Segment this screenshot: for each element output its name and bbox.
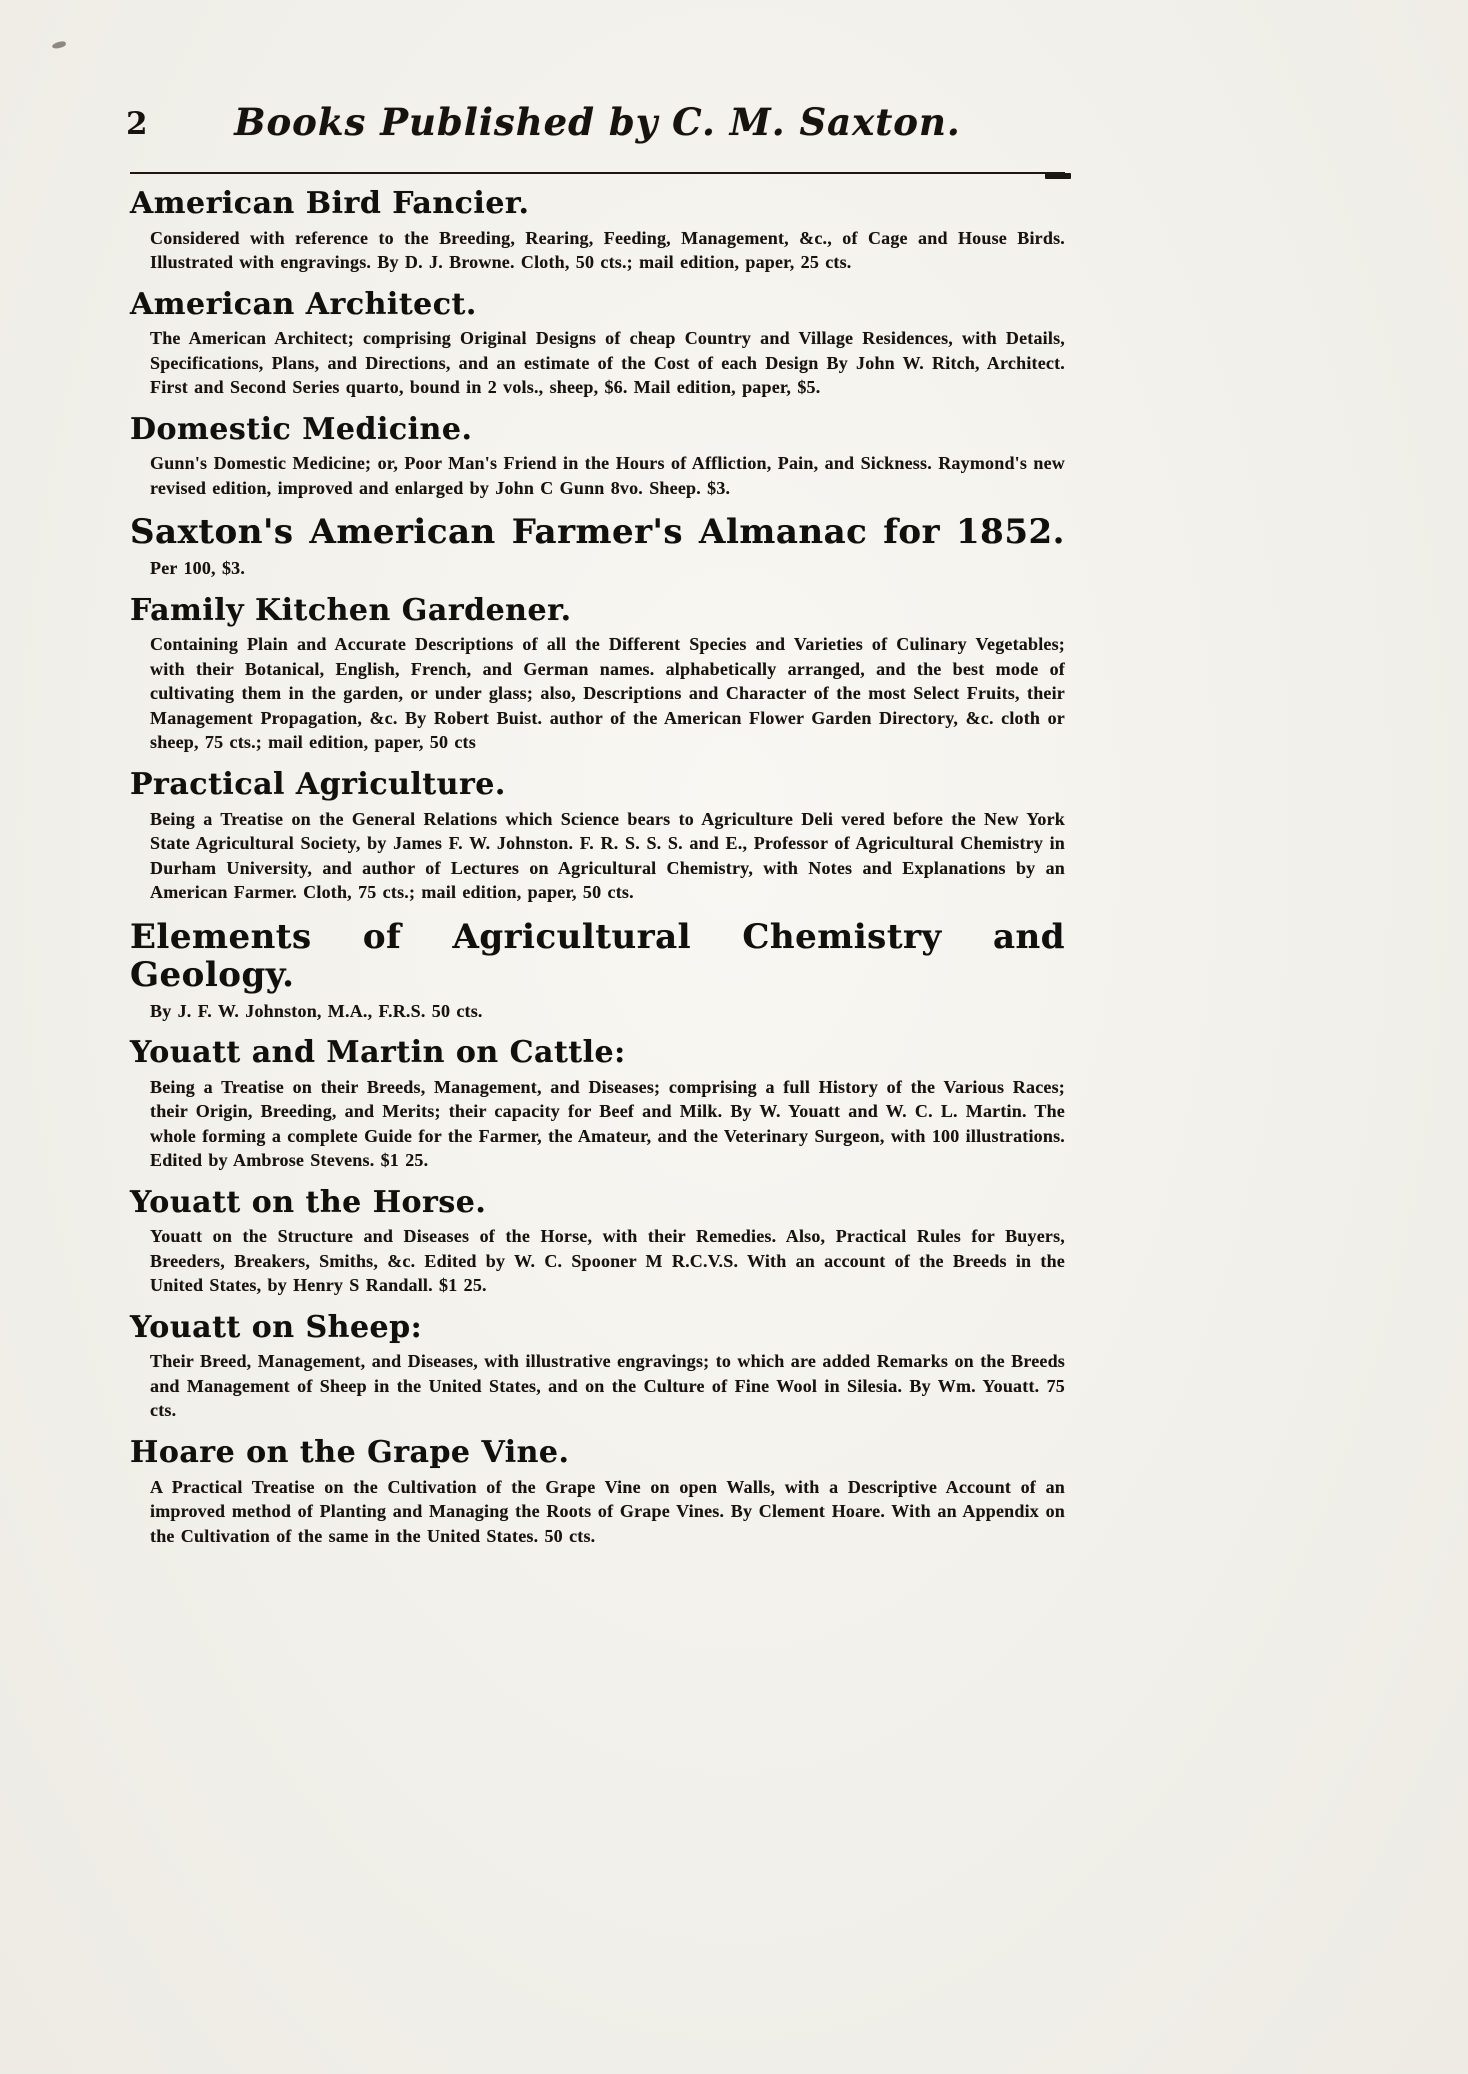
page-content	[126, 100, 1065, 1548]
book-description: Being a Treatise on the General Relations which Science bears to Agriculture Deli vered before the New York State Agricultural Society, by James F. W. Johnston. F. R. S. S. S. and E., Professor of Agricultural Chemistry in Durham University, and author of Lectures on Agricultural Chemistry, with Notes and Explanations by an American Farmer. Cloth, 75 cts.; mail edition, paper, 50 cts.	[150, 808, 1065, 903]
book-description: Per 100, $3.	[150, 558, 246, 579]
book-title: Elements of Agricultural Chemistry and Geology.	[130, 916, 1065, 995]
book-entry	[130, 288, 1065, 400]
book-description: Their Breed, Management, and Diseases, with illustrative engravings; to which are added Remarks on the Breeds and Management of Sheep in the United States, and on the Culture of Fine Wool in Silesia. By Wm. Youatt. 75 cts.	[150, 1351, 1065, 1421]
book-description: The American Architect; comprising Original Designs of cheap Country and Village Residences, with Details, Specifications, Plans, and Directions, and an estimate of the Cost of each Design By John W. Ritch, Architect. First and Second Series quarto, bound in 2 vols., sheep, $6. Mail edition, paper, $5.	[150, 328, 1065, 398]
book-description: Being a Treatise on their Breeds, Management, and Diseases; comprising a full History of the Various Races; their Origin, Breeding, and Merits; their capacity for Beef and Milk. By W. Youatt and W. C. L. Martin. The whole forming a complete Guide for the Farmer, the Amateur, and the Veterinary Surgeon, with 100 illustrations. Edited by Ambrose Stevens. $1 25.	[150, 1076, 1065, 1171]
book-title: American Bird Fancier.	[130, 186, 530, 221]
book-entry	[130, 1311, 1065, 1423]
page-header	[126, 100, 1065, 158]
running-title: Books Published by C. M. Saxton.	[234, 100, 961, 144]
book-entry	[130, 594, 1065, 755]
book-list	[130, 187, 1065, 1548]
book-title: American Architect.	[130, 286, 477, 322]
header-rule	[130, 172, 1065, 174]
book-title: Youatt on the Horse.	[130, 1184, 487, 1220]
book-entry	[130, 413, 1065, 501]
page-number: 2	[126, 106, 148, 142]
book-entry	[130, 1186, 1065, 1298]
book-title: Family Kitchen Gardener.	[130, 592, 572, 628]
book-title: Hoare on the Grape Vine.	[130, 1434, 570, 1470]
book-description: By J. F. W. Johnston, M.A., F.R.S. 50 cts.	[150, 1000, 483, 1021]
book-description: Containing Plain and Accurate Descriptions of all the Different Species and Varieties of Culinary Vegetables; with their Botanical, English, French, and German names. alphabetically arranged, and the best mode of cultivating them in the garden, or under glass; also, Descriptions and Character of the most Select Fruits, their Management Propagation, &c. By Robert Buist. author of the American Flower Garden Directory, &c. cloth or sheep, 75 cts.; mail edition, paper, 50 cts	[150, 634, 1065, 753]
book-description: Considered with reference to the Breeding, Rearing, Feeding, Management, &c., of Cage and House Birds. Illustrated with engravings. By D. J. Browne. Cloth, 50 cts.; mail edition, paper, 25 cts.	[150, 227, 1065, 273]
book-entry	[130, 768, 1065, 905]
book-title: Youatt and Martin on Cattle:	[130, 1035, 626, 1071]
book-description: Youatt on the Structure and Diseases of the Horse, with their Remedies. Also, Practical Rules for Buyers, Breeders, Breakers, Smiths, &c. Edited by W. C. Spooner M R.C.V.S. With an account of the Breeds in the United States, by Henry S Randall. $1 25.	[150, 1226, 1065, 1296]
book-entry	[130, 1436, 1065, 1548]
book-title: Saxton's American Farmer's Almanac for 1852.	[130, 512, 1065, 553]
book-description: Gunn's Domestic Medicine; or, Poor Man's Friend in the Hours of Affliction, Pain, and Sickness. Raymond's new revised edition, improved and enlarged by John C Gunn 8vo. Sheep. $3.	[150, 453, 1065, 498]
book-title: Youatt on Sheep:	[130, 1309, 423, 1345]
book-entry	[130, 918, 1065, 1024]
book-entry	[130, 1036, 1065, 1173]
book-title: Domestic Medicine.	[130, 411, 473, 447]
book-description: A Practical Treatise on the Cultivation of the Grape Vine on open Walls, with a Descriptive Account of an improved method of Planting and Managing the Roots of Grape Vines. By Clement Hoare. With an Appendix on the Cultivation of the same in the United States. 50 cts.	[150, 1476, 1065, 1546]
book-entry	[130, 187, 1065, 275]
book-title: Practical Agriculture.	[130, 766, 506, 802]
book-entry	[130, 513, 1065, 581]
